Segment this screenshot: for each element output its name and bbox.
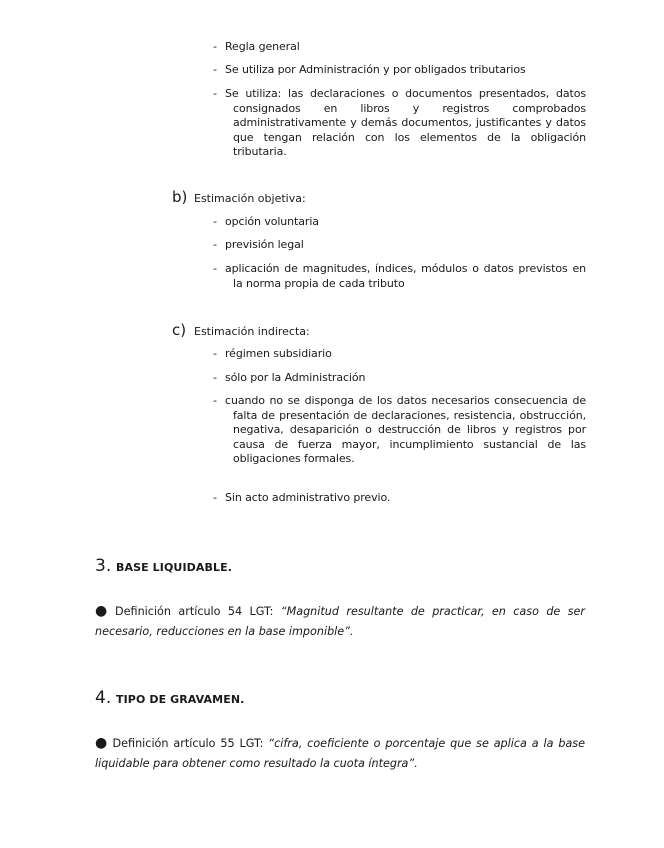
list-item-text: régimen subsidiario: [225, 347, 332, 360]
section-b-letter: b): [172, 188, 188, 206]
list-item-text: Sin acto administrativo previo.: [225, 491, 391, 504]
dash-marker: -: [213, 238, 217, 251]
section-4-number: 4.: [95, 688, 112, 708]
dash-marker: -: [213, 63, 217, 76]
bullet-icon: ●: [95, 735, 109, 751]
list-item: [213, 491, 593, 506]
dash-marker: -: [213, 371, 217, 384]
dash-marker: -: [213, 40, 217, 53]
dash-marker: -: [213, 262, 217, 275]
section-b-title: Estimación objetiva:: [194, 192, 306, 205]
dash-marker: -: [213, 87, 217, 100]
list-item-text: cuando no se disponga de los datos necesarios consecuencia de falta de presentación de declaraciones, resistencia, obstrucción, negativa, desaparición o destrucción de libros y registros por causa de fuerza mayor, incumplimiento sustancial de las obligaciones formales.: [225, 394, 586, 465]
list-item: [213, 87, 586, 160]
list-item: [213, 347, 593, 362]
list-item: [213, 40, 593, 55]
definition-intro: Definición artículo 55 LGT:: [112, 737, 264, 750]
list-item-text: Se utiliza por Administración y por obligados tributarios: [225, 63, 526, 76]
list-item: [213, 394, 586, 467]
section-3-heading: BASE LIQUIDABLE.: [116, 561, 232, 574]
list-item: [213, 63, 593, 78]
section-3-number: 3.: [95, 556, 112, 576]
section-c-letter: c): [172, 321, 187, 339]
dash-marker: -: [213, 491, 217, 504]
list-item: [213, 371, 593, 386]
list-item-text: opción voluntaria: [225, 215, 319, 228]
section-3-definition: [95, 601, 585, 642]
dash-marker: -: [213, 347, 217, 360]
bullet-icon: ●: [95, 603, 112, 619]
definition-quote: “Magnitud resultante de practicar, en caso de ser necesario, reducciones en la base imponible”.: [95, 605, 585, 638]
section-c-title: Estimación indirecta:: [194, 325, 310, 338]
list-item-text: Se utiliza: las declaraciones o documentos presentados, datos consignados en libros y registros comprobados administrativamente y demás documentos, justificantes y datos que tengan relación con los elementos de la obligación tributaria.: [225, 87, 586, 158]
dash-marker: -: [213, 394, 217, 407]
section-4-definition: [95, 733, 585, 774]
list-item-text: aplicación de magnitudes, índices, módulos o datos previstos en la norma propia de cada tributo: [225, 262, 586, 290]
list-item-text: previsión legal: [225, 238, 304, 251]
definition-quote: “cifra, coeficiente o porcentaje que se aplica a la base liquidable para obtener como resultado la cuota íntegra”.: [95, 737, 586, 770]
list-item: [213, 215, 593, 230]
list-item: [213, 262, 586, 291]
definition-intro: Definición artículo 54 LGT:: [115, 605, 274, 618]
list-item-text: Regla general: [225, 40, 300, 53]
list-item-text: sólo por la Administración: [225, 371, 366, 384]
dash-marker: -: [213, 215, 217, 228]
list-item: [213, 238, 593, 253]
section-4-heading: TIPO DE GRAVAMEN.: [116, 693, 245, 706]
